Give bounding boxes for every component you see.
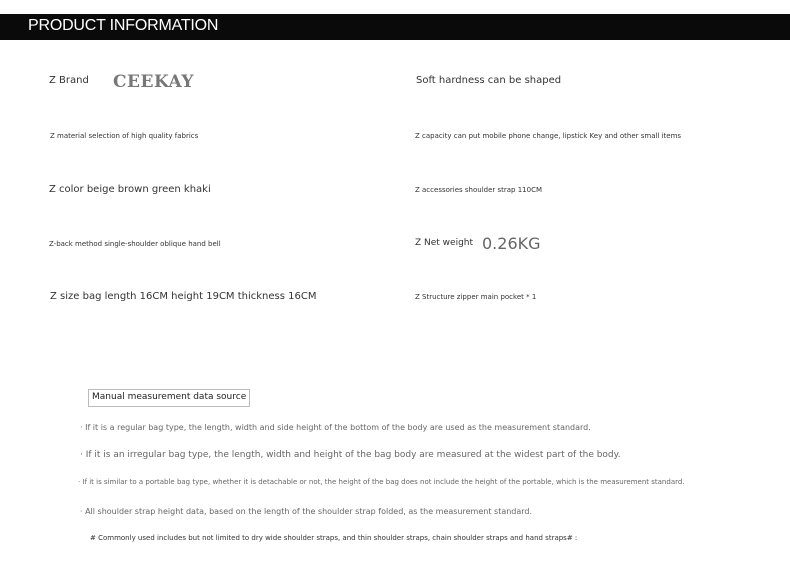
brand-label: Z Brand [49,75,89,86]
measurement-note: · If it is similar to a portable bag type, whether it is detachable or not, the height of the bag does not include the height of the portable, which is the measurement standard. [78,478,685,486]
accessories-spec: Z accessories shoulder strap 110CM [415,186,543,194]
measurement-note: · If it is a regular bag type, the length, width and side height of the bottom of the body are used as the measurement standard. [80,423,591,432]
size-spec: Z size bag length 16CM height 19CM thickness 16CM [50,291,317,302]
capacity-spec: Z capacity can put mobile phone change, lipstick Key and other small items [415,132,682,140]
color-spec: Z color beige brown green khaki [49,184,211,195]
structure-spec: Z Structure zipper main pocket * 1 [415,293,537,301]
measurement-note: # Commonly used includes but not limited to dry wide shoulder straps, and thin shoulder straps, chain shoulder straps and hand straps# : [90,534,578,542]
page-title: PRODUCT INFORMATION [28,17,219,34]
material-spec: Z material selection of high quality fabrics [50,132,199,140]
measurement-note: · If it is an irregular bag type, the length, width and height of the bag body are measured at the widest part of the body. [80,450,621,460]
brand-value: CEEKAY [113,72,195,92]
header-bar [0,14,790,40]
net-weight-label: Z Net weight [415,238,474,248]
measurement-title: Manual measurement data source [88,389,250,407]
back-method-spec: Z-back method single-shoulder oblique hand bell [49,240,221,248]
hardness-spec: Soft hardness can be shaped [416,75,562,86]
net-weight-value: 0.26KG [482,234,541,253]
measurement-note: · All shoulder strap height data, based on the length of the shoulder strap folded, as the measurement standard. [80,507,533,516]
